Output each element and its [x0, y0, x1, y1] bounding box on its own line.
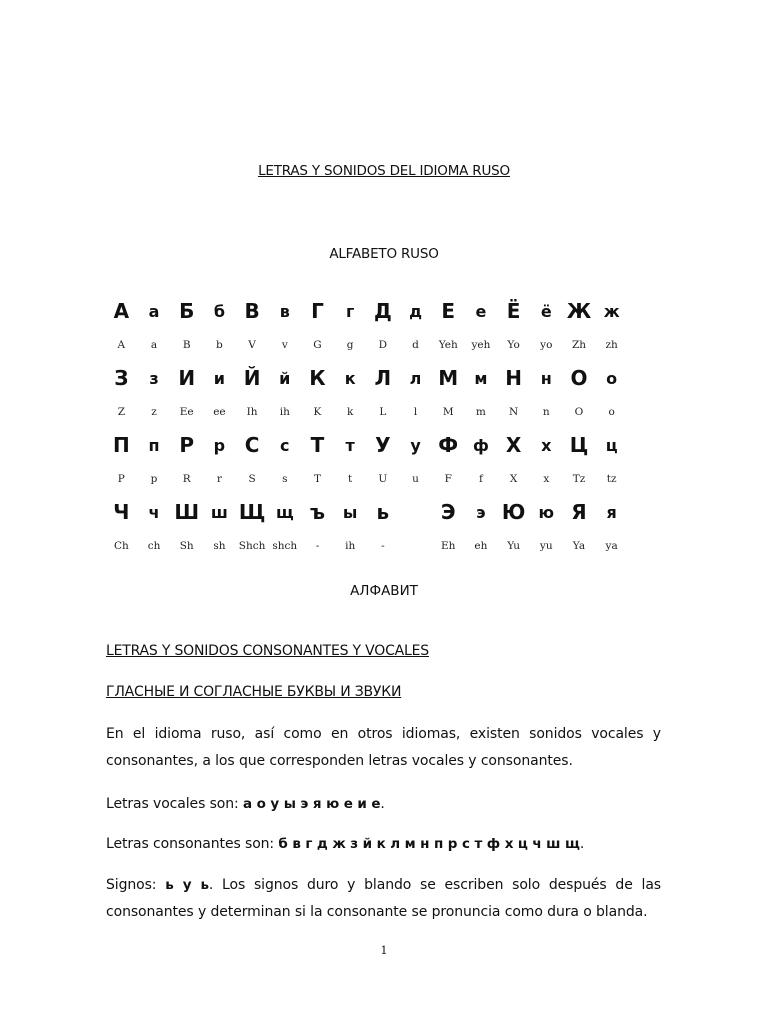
alphabet-translit-row [105, 462, 645, 495]
alphabet-letter: Ю [501, 500, 526, 524]
alphabet-transliteration: K [313, 405, 322, 418]
alphabet-transliteration: d [412, 338, 419, 351]
alphabet-letter: ч [148, 502, 160, 522]
alphabet-letter: Т [310, 433, 325, 457]
signs-text: . Los signos duro y blando se escriben solo después de las consonantes y determinan si la consonante se pronuncia como dura o blanda. [106, 877, 661, 920]
signs-label: Signos: [106, 877, 166, 893]
alphabet-transliteration: - [315, 539, 320, 552]
alphabet-transliteration: G [313, 338, 322, 351]
alphabet-letter-row [105, 361, 645, 395]
alphabet-letter: я [606, 502, 617, 522]
alphabet-transliteration: yu [539, 539, 553, 552]
alphabet-letter: о [606, 368, 618, 388]
alphabet-letter: м [474, 368, 488, 388]
section-heading-russian: ГЛАСНЫЕ И СОГЛАСНЫЕ БУКВЫ И ЗВУКИ [106, 684, 402, 700]
alphabet-letter: б [213, 301, 225, 321]
alphabet-transliteration: ih [279, 405, 290, 418]
alphabet-transliteration: Sh [179, 539, 194, 552]
alphabet-letter: р [213, 435, 226, 455]
alphabet-transliteration: ya [605, 539, 618, 552]
alphabet-letter: п [148, 435, 160, 455]
alphabet-transliteration: Yu [507, 539, 520, 552]
alphabet-transliteration: m [475, 405, 486, 418]
alphabet-caption: АЛФАВИТ [350, 583, 418, 599]
alphabet-letter: й [279, 368, 291, 388]
alphabet-transliteration: R [182, 472, 191, 485]
alphabet-letter: ь [376, 500, 390, 524]
alphabet-translit-row [105, 529, 645, 562]
consonants-end: . [579, 836, 585, 852]
alphabet-letter: з [149, 368, 159, 388]
paragraph-vowels [106, 791, 661, 818]
alphabet-transliteration: yo [540, 338, 553, 351]
alphabet-letter: А [113, 299, 130, 323]
alphabet-transliteration: Shch [238, 539, 266, 552]
alphabet-letter: Л [374, 366, 392, 390]
alphabet-transliteration: t [348, 472, 353, 485]
alphabet-transliteration: shch [272, 539, 298, 552]
alphabet-letter: Е [441, 299, 456, 323]
alphabet-letter: Ш [174, 500, 200, 524]
alphabet-transliteration: A [117, 338, 126, 351]
alphabet-letter: В [244, 299, 260, 323]
alphabet-letter: ж [603, 301, 620, 321]
alphabet-letter: Р [179, 433, 195, 457]
alphabet-transliteration: M [442, 405, 454, 418]
alphabet-letter: К [309, 366, 326, 390]
alphabet-transliteration: Yeh [438, 338, 458, 351]
alphabet-transliteration: a [150, 338, 158, 351]
alphabet-letter: З [114, 366, 129, 390]
alphabet-letter: щ [275, 502, 294, 522]
alphabet-transliteration: Tz [572, 472, 586, 485]
alphabet-transliteration: D [378, 338, 388, 351]
alphabet-transliteration: X [509, 472, 518, 485]
alphabet-transliteration: Ya [572, 539, 586, 552]
alphabet-transliteration: f [478, 472, 483, 485]
alphabet-letter: О [570, 366, 588, 390]
page-number: 1 [380, 944, 388, 957]
alphabet-transliteration: Ih [246, 405, 258, 418]
alphabet-transliteration: s [282, 472, 288, 485]
alphabet-transliteration: o [608, 405, 615, 418]
section-heading-spanish: LETRAS Y SONIDOS CONSONANTES Y VOCALES [106, 643, 429, 659]
alphabet-letter: х [541, 435, 552, 455]
alphabet-letter: Ф [438, 433, 459, 457]
alphabet-transliteration: Ee [179, 405, 194, 418]
alphabet-title: ALFABETO RUSO [329, 246, 439, 262]
alphabet-letter: Д [373, 299, 392, 323]
alphabet-transliteration: F [444, 472, 452, 485]
alphabet-letter: ц [605, 435, 618, 455]
alphabet-letter: с [280, 435, 290, 455]
alphabet-letter: л [409, 368, 422, 388]
alphabet-letter: в [279, 301, 290, 321]
alphabet-table [105, 294, 645, 562]
alphabet-transliteration: sh [213, 539, 226, 552]
alphabet-letter: ъ [309, 500, 325, 524]
alphabet-letter: И [178, 366, 196, 390]
alphabet-transliteration: T [313, 472, 321, 485]
alphabet-transliteration: g [346, 338, 354, 351]
alphabet-transliteration: P [117, 472, 125, 485]
alphabet-transliteration: zh [605, 338, 618, 351]
alphabet-transliteration: S [248, 472, 256, 485]
alphabet-transliteration: Z [117, 405, 125, 418]
alphabet-transliteration: - [381, 539, 385, 552]
alphabet-letter: Г [311, 299, 324, 323]
alphabet-letter-row [105, 495, 645, 529]
alphabet-letter: Я [571, 500, 587, 524]
paragraph-signs [106, 872, 661, 926]
alphabet-transliteration: ee [213, 405, 226, 418]
alphabet-transliteration: yeh [471, 338, 491, 351]
alphabet-letter-row [105, 428, 645, 462]
alphabet-transliteration: Yo [507, 338, 520, 351]
alphabet-transliteration: n [542, 405, 550, 418]
alphabet-letter: к [344, 368, 356, 388]
alphabet-transliteration: tz [606, 472, 617, 485]
alphabet-letter: е [475, 301, 487, 321]
alphabet-letter: и [213, 368, 226, 388]
alphabet-letter: д [409, 301, 422, 321]
vowel-letters: а о у ы э я ю е и е [243, 796, 381, 812]
alphabet-letter: Й [243, 366, 261, 390]
alphabet-translit-row [105, 328, 645, 361]
alphabet-letter: П [112, 433, 130, 457]
alphabet-letter: ю [538, 502, 555, 522]
alphabet-letter: а [148, 301, 160, 321]
alphabet-transliteration: u [412, 472, 419, 485]
alphabet-letter: Ч [113, 500, 130, 524]
alphabet-letter: ё [540, 301, 552, 321]
alphabet-transliteration: Zh [571, 338, 586, 351]
alphabet-letter: Э [440, 500, 456, 524]
alphabet-letter: т [345, 435, 355, 455]
alphabet-letter: У [375, 433, 391, 457]
alphabet-letter: г [345, 301, 355, 321]
alphabet-translit-row [105, 395, 645, 428]
alphabet-letter: у [410, 435, 421, 455]
alphabet-transliteration: r [216, 472, 222, 485]
alphabet-transliteration: b [216, 338, 223, 351]
alphabet-transliteration: N [509, 405, 519, 418]
alphabet-transliteration: L [379, 405, 387, 418]
alphabet-transliteration: k [346, 405, 354, 418]
alphabet-letter: Ж [566, 299, 592, 323]
alphabet-transliteration: Ch [113, 539, 129, 552]
alphabet-transliteration: eh [474, 539, 488, 552]
alphabet-letter: ф [472, 435, 489, 455]
alphabet-letter: Б [179, 299, 195, 323]
alphabet-letter: ы [342, 502, 358, 522]
alphabet-letter: Ё [506, 299, 521, 323]
alphabet-letter: ш [210, 502, 228, 522]
alphabet-transliteration: x [543, 472, 550, 485]
alphabet-letter: н [540, 368, 552, 388]
vowels-label: Letras vocales son: [106, 796, 244, 812]
alphabet-letter: Щ [238, 500, 266, 524]
alphabet-letter: Х [505, 433, 522, 457]
alphabet-letter: С [244, 433, 260, 457]
consonant-letters: б в г д ж з й к л м н п р с т ф х ц ч ш щ [278, 836, 580, 852]
alphabet-transliteration: B [182, 338, 191, 351]
alphabet-transliteration: v [281, 338, 288, 351]
paragraph-consonants [106, 831, 661, 858]
alphabet-transliteration: V [248, 338, 256, 351]
alphabet-transliteration: U [378, 472, 388, 485]
alphabet-transliteration: O [574, 405, 584, 418]
alphabet-transliteration: ch [147, 539, 161, 552]
alphabet-transliteration: l [413, 405, 418, 418]
vowels-end: . [380, 796, 385, 812]
alphabet-letter: Н [505, 366, 522, 390]
alphabet-transliteration: z [151, 405, 157, 418]
paragraph-intro: En el idioma ruso, así como en otros idiomas, existen sonidos vocales y consonantes, a los que corresponden letras vocales y consonantes. [106, 726, 661, 769]
document-title: LETRAS Y SONIDOS DEL IDIOMA RUSO [258, 163, 510, 179]
alphabet-letter-row [105, 294, 645, 328]
consonants-label: Letras consonantes son: [106, 836, 279, 852]
alphabet-letter: М [438, 366, 459, 390]
alphabet-letter: э [476, 502, 486, 522]
alphabet-transliteration: p [150, 472, 158, 485]
alphabet-letter: Ц [569, 433, 589, 457]
alphabet-transliteration: ih [345, 539, 356, 552]
alphabet-transliteration: Eh [441, 539, 456, 552]
sign-letters: ь у ь [165, 877, 209, 893]
